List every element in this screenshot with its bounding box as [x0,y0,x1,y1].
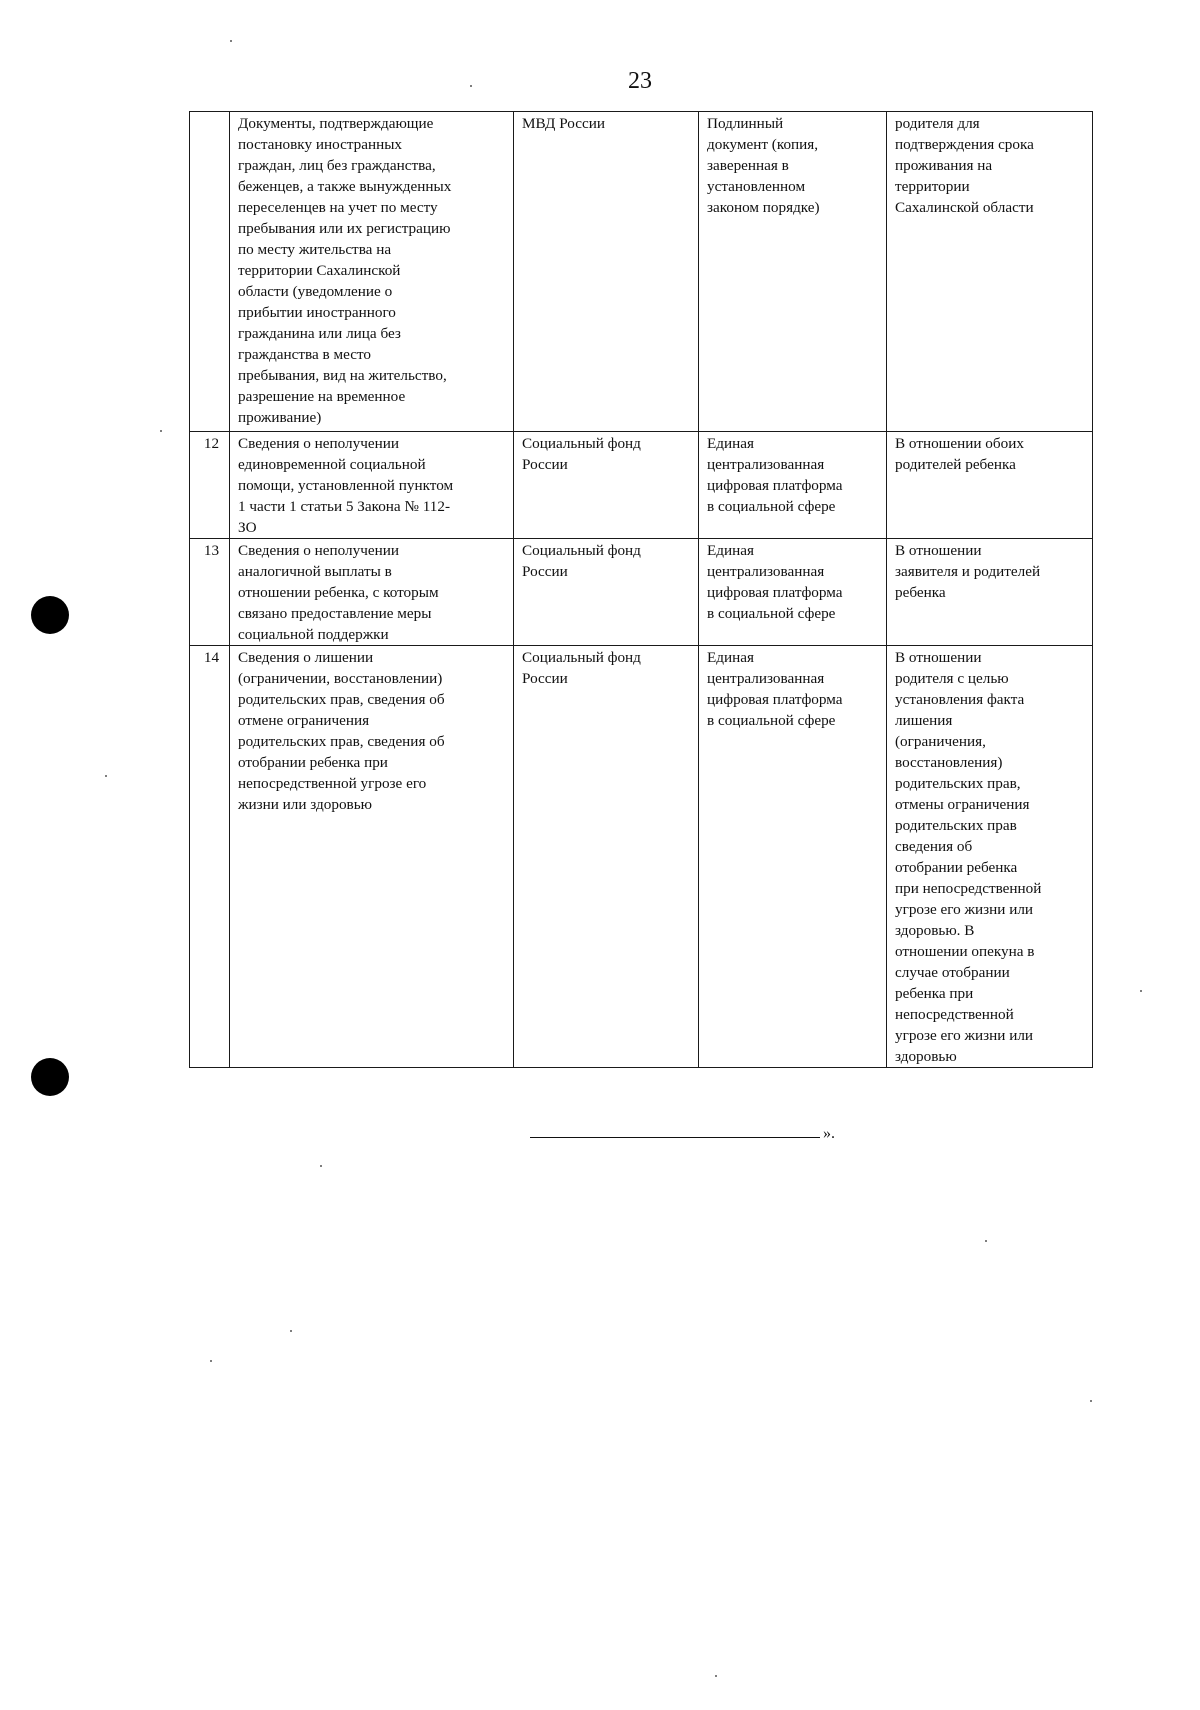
document-subject: В отношении обоих родителей ребенка [887,432,1093,539]
page-number: 23 [628,68,652,94]
table-row [190,539,1093,646]
document-subject: родителя для подтверждения срока проживания на территории Сахалинской области [887,112,1093,432]
scan-speck [715,1675,717,1677]
table-row [190,112,1093,432]
document-name: Сведения о неполучении единовременной социальной помощи, установленной пунктом 1 части 1 статьи 5 Закона № 112- ЗО [230,432,514,539]
row-number: 12 [190,432,230,539]
table-row [190,646,1093,1068]
punch-hole [31,596,69,634]
document-subject: В отношении родителя с целью установления факта лишения (ограничения, восстановления) родительских прав, отмены ограничения родительских прав сведения об отобрании ребенка при непосредственной угрозе его жизни или здоровью. В отношении опекуна в случае отобрании ребенка при непосредственной угрозе его жизни или здоровью [887,646,1093,1068]
row-number: 13 [190,539,230,646]
documents-table [189,111,1093,1068]
document-subject: В отношении заявителя и родителей ребенка [887,539,1093,646]
scan-speck [985,1240,987,1242]
document-form: Подлинный документ (копия, заверенная в установленном законом порядке) [699,112,887,432]
source-agency: МВД России [514,112,699,432]
scan-speck [105,775,107,777]
scan-speck [230,40,232,42]
document-form: Единая централизованная цифровая платформа в социальной сфере [699,432,887,539]
scan-speck [470,85,472,87]
scan-speck [160,430,162,432]
document-name: Сведения о неполучении аналогичной выплаты в отношении ребенка, с которым связано предоставление меры социальной поддержки [230,539,514,646]
closing-quote: ». [823,1125,835,1142]
scan-speck [1090,1400,1092,1402]
scan-speck [1140,990,1142,992]
document-name: Документы, подтверждающие постановку иностранных граждан, лиц без гражданства, беженцев, а также вынужденных переселенцев на учет по месту пребывания или их регистрацию по месту жительства на территории Сахалинской области (уведомление о прибытии иностранного гражданина или лица без гражданства в место пребывания, вид на жительство, разрешение на временное проживание) [230,112,514,432]
document-form: Единая централизованная цифровая платформа в социальной сфере [699,646,887,1068]
scan-speck [290,1330,292,1332]
source-agency: Социальный фонд России [514,646,699,1068]
row-number [190,112,230,432]
scan-speck [210,1360,212,1362]
table-row [190,432,1093,539]
scan-speck [320,1165,322,1167]
source-agency: Социальный фонд России [514,432,699,539]
source-agency: Социальный фонд России [514,539,699,646]
document-form: Единая централизованная цифровая платформа в социальной сфере [699,539,887,646]
row-number: 14 [190,646,230,1068]
document-name: Сведения о лишении (ограничении, восстановлении) родительских прав, сведения об отмене ограничения родительских прав, сведения об отобрании ребенка при непосредственной угрозе его жизни или здоровью [230,646,514,1068]
punch-hole [31,1058,69,1096]
closing-line [530,1137,820,1138]
